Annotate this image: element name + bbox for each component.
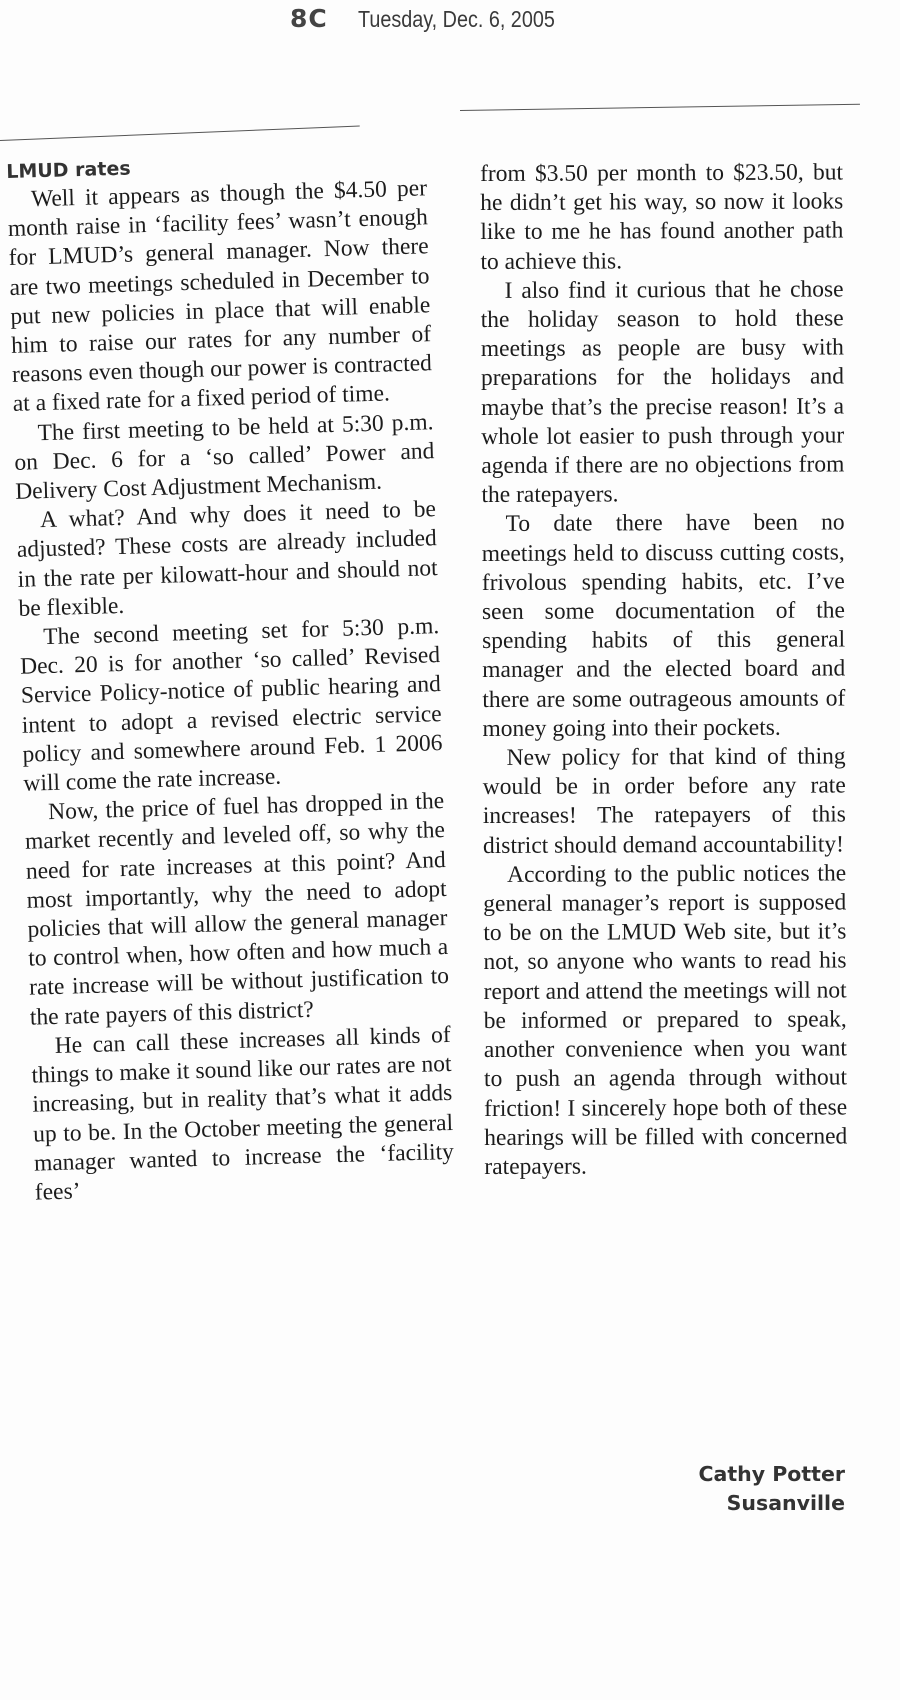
paragraph: He can call these increases all kinds of things to make it sound like our rates are not increasing, but in reality that’s what it adds up to be. In the October meeting the general manager wanted to increase the ‘facility fees’ — [31, 1021, 455, 1206]
author-location: Susanville — [726, 1491, 845, 1515]
column-rule-left — [0, 126, 360, 141]
paragraph: from $3.50 per month to $23.50, but he didn’t get his way, so now it looks like to me he has found another path to achieve this. — [480, 159, 844, 275]
column-rule-right — [460, 104, 860, 111]
paragraph: A what? And why does it need to be adjusted? These costs are already included in the rate per kilowatt-hour and should not be flexible. — [16, 496, 438, 622]
author-name: Cathy Potter — [698, 1462, 845, 1486]
paragraph: The first meeting to be held at 5:30 p.m. on Dec. 6 for a ‘so called’ Power and Delivery Cost Adjustment Mechanism. — [14, 408, 435, 505]
page-number: 8C — [290, 4, 328, 33]
paragraph: New policy for that kind of thing would be in order before any rate increases! The ratepayers of this district should demand accountability! — [482, 743, 846, 859]
letter-signature — [560, 1460, 845, 1518]
paragraph: I also find it curious that he chose the holiday season to hold these meetings as people are busy with preparations for the holidays and maybe that’s the precise reason! It’s a whole lot easier to push through your agenda if there are no objections from the ratepayers. — [480, 276, 845, 509]
letter-column-left — [6, 148, 455, 1207]
page-header — [290, 4, 587, 40]
paragraph: Well it appears as though the $4.50 per month raise in ‘facility fees’ wasn’t enough for LMUD’s general manager. Now there are two meetings scheduled in December to put new policies in place that will enable him to raise our rates for any number of reasons even though our power is contracted at a fixed rate for a fixed period of time. — [7, 175, 433, 418]
letter-headline: LMUD rates — [6, 157, 131, 183]
paragraph: Now, the price of fuel has dropped in the market recently and leveled off, so why the need for rate increases at this point? And most importantly, why the need to adopt policies that will allow the general manager to control when, how often and how much a rate increase will be without justification to the rate payers of this district? — [24, 788, 450, 1031]
paragraph: To date there have been no meetings held to discuss cutting costs, frivolous spending habits, etc. I’ve seen some documentation of the spending habits of this general manager and the elected board and there are some outrageous amounts of money going into their pockets. — [481, 509, 846, 742]
letter-column-right — [480, 158, 847, 1182]
paragraph: According to the public notices the general manager’s report is supposed to be on the LMUD Web site, but it’s not, so anyone who wants to read his report and attend the meetings will not be informed or prepared to speak, another convenience when you want to push an agenda through without friction! I sincerely hope both of these hearings will be filled with concerned ratepayers. — [483, 860, 848, 1180]
paragraph: The second meeting set for 5:30 p.m. Dec. 20 is for another ‘so called’ Revised Service Policy-notice of public hearing and intent to adopt a revised electric service policy and somewhere around Feb. 1 2006 will come the rate increase. — [19, 613, 443, 797]
publication-date: Tuesday, Dec. 6, 2005 — [357, 6, 555, 32]
